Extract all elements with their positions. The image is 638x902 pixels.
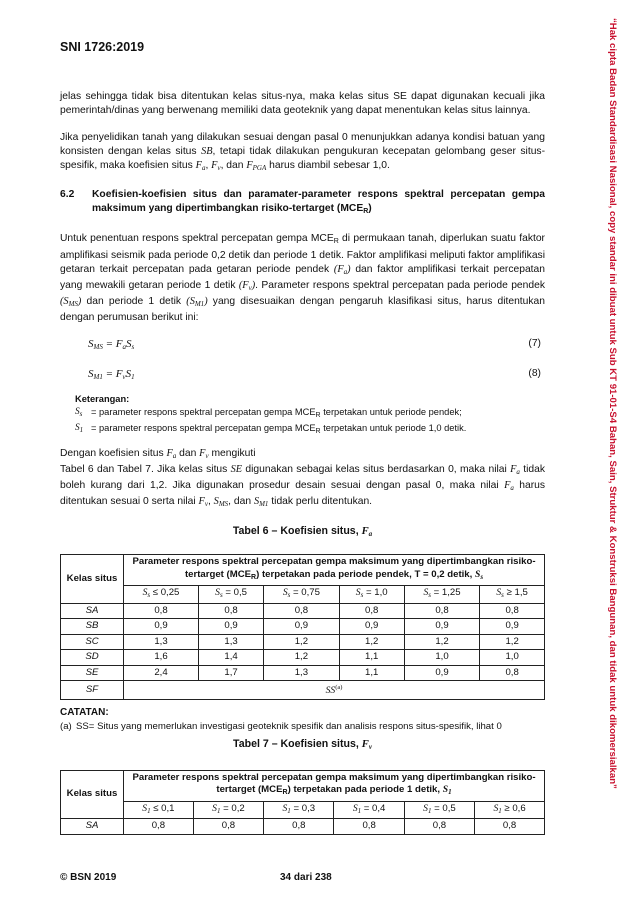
table-header-cell: $S_s \ge 1,5$ xyxy=(480,586,545,604)
table-row: SF SS$^{(a)}$ xyxy=(61,681,545,700)
table-row: SE 2,4 1,7 1,3 1,1 0,9 0,8 xyxy=(61,665,545,681)
table-header-cell: $S_s = 1,0$ xyxy=(339,586,404,604)
catatan-label: CATATAN: xyxy=(60,706,109,718)
table-header-cell: $S_s = 0,75$ xyxy=(264,586,339,604)
table-row: SA 0,8 0,8 0,8 0,8 0,8 0,8 xyxy=(61,603,545,619)
keterangan-item: $S_1$ = parameter respons spektral percepatan gempa $MCE_R$ terpetakan untuk periode 1,0 detik. xyxy=(75,423,467,435)
table-header-cell: $S_s = 1,25$ xyxy=(404,586,479,604)
paragraph-4: Dengan koefisien situs $F_a$ dan $F_v$ mengikuti xyxy=(60,448,256,460)
table-header-cell: $S_s = 0,5$ xyxy=(198,586,263,604)
paragraph-2: Jika penyelidikan tanah yang dilakukan sesuai dengan pasal 0 menunjukkan adanya kondisi batuan yang konsisten dengan kelas situs SB, tetapi tidak dilakukan pengukuran kecepatan gelombang geser situs-spesifik, maka koefisien situs $F_a$, $F_v$, dan $F_{PGA}$ harus diambil sebesar 1,0. xyxy=(60,132,545,172)
table-row: SD 1,6 1,4 1,2 1,1 1,0 1,0 xyxy=(61,650,545,666)
table-header-cell: Kelas situs xyxy=(61,555,124,604)
table-column-headers xyxy=(61,801,545,819)
paragraph-3: Untuk penentuan respons spektral percepatan gempa $MCE_R$ di permukaan tanah, diperlukan suatu faktor amplifikasi seismik pada periode 0,2 detik dan periode 1 detik. Faktor amplifikasi meliputi faktor amplifikasi getaran terkait percepatan pada getaran periode pendek $(F_a)$ dan faktor amplifikasi terkait percepatan yang mewakili getaran periode 1 detik $(F_v)$. Parameter respons spektral percepatan pada periode pendek $(S_{MS})$ dan periode 1 detik $(S_{M1})$ yang disesuaikan dengan pengaruh klasifikasi situs, harus ditentukan dengan perumusan berikut ini: xyxy=(60,233,545,323)
table-header-cell: Kelas situs xyxy=(61,770,124,819)
paragraph-5: Tabel 6 dan Tabel 7. Jika kelas situs SE digunakan sebagai kelas situs berdasarkan 0, maka nilai $F_a$ tidak boleh kurang dari 1,2. Jika digunakan prosedur desain sesuai dengan pasal 0, maka nilai $F_a$ harus ditentukan sesuai 0 serta nilai $F_v$, $S_{MS}$, dan $S_{M1}$ tidak perlu ditentukan. xyxy=(60,464,546,508)
table-header-cell: $S_1 = 0,5$ xyxy=(404,801,474,819)
table-row: SA 0,8 0,8 0,8 0,8 0,8 0,8 xyxy=(61,819,545,835)
page-header-title: SNI 1726:2019 xyxy=(60,40,145,54)
keterangan-item: $S_s$ = parameter respons spektral percepatan gempa $MCE_R$ terpetakan untuk periode pendek; xyxy=(75,407,462,419)
table-6 xyxy=(60,554,545,700)
copyright-side-notice: “Hak cipta Badan Standardisasi Nasional, copy standar ini dibuat untuk Sub KT 91-01-S4 Bahan, Sain, Struktur & Konstruksi Bangunan, dan tidak untuk dikomersialkan” xyxy=(607,18,618,789)
footer-copyright: © BSN 2019 xyxy=(60,872,117,883)
table-header-cell: Parameter respons spektral percepatan gempa maksimum yang dipertimbangkan risiko-tertarget $(MCE_R)$ terpetakan pada periode pendek, T = 0,2 detik, $S_s$ xyxy=(124,555,545,586)
table-7 xyxy=(60,770,545,835)
footer-page-number: 34 dari 238 xyxy=(280,872,332,883)
catatan-note: (a) SS= Situs yang memerlukan investigasi geoteknik spesifik dan analisis respons situs-spesifik, lihat 0 xyxy=(60,720,502,732)
table-row: SB 0,9 0,9 0,9 0,9 0,9 0,9 xyxy=(61,619,545,635)
table-header-cell: $S_1 \ge 0,6$ xyxy=(475,801,545,819)
sf-cell: SS$^{(a)}$ xyxy=(124,681,545,700)
table-header-cell: Parameter respons spektral percepatan gempa maksimum yang dipertimbangkan risiko-tertarget $(MCE_R)$ terpetakan pada periode 1 detik, $S_1$ xyxy=(124,770,545,801)
equation-8: $S_{M1} = F_vS_1$ (8) xyxy=(88,368,541,381)
table-header-cell: $S_1 \le 0,1$ xyxy=(124,801,194,819)
table-header-cell: $S_1 = 0,3$ xyxy=(264,801,334,819)
page-body xyxy=(60,90,545,835)
keterangan-label: Keterangan: xyxy=(75,394,130,404)
table-header-cell: $S_1 = 0,4$ xyxy=(334,801,404,819)
table-6-caption: Tabel 6 – Koefisien situs, $F_a$ xyxy=(232,525,373,538)
keterangan-block xyxy=(75,393,545,438)
table-column-headers xyxy=(61,586,545,604)
paragraph-1: jelas sehingga tidak bisa ditentukan kelas situs-nya, maka kelas situs SE dapat digunakan kecuali jika pemerintah/dinas yang berwenang memiliki data geoteknik yang dapat menentukan kelas situs lainnya. xyxy=(60,91,545,116)
table-header-cell: $S_s \le 0,25$ xyxy=(124,586,199,604)
table-7-caption: Tabel 7 – Koefisien situs, $F_v$ xyxy=(233,737,372,751)
section-heading: 6.2 Koefisien-koefisien situs dan paramater-parameter respons spektral percepatan gempa maksimum yang dipertimbangkan risiko-tertarget $(MCE_R)$ xyxy=(60,189,545,215)
table-header-cell: $S_1 = 0,2$ xyxy=(193,801,263,819)
table-row: SC 1,3 1,3 1,2 1,2 1,2 1,2 xyxy=(61,634,545,650)
equation-7: $S_{MS} = F_aS_s$ (7) xyxy=(88,338,541,351)
